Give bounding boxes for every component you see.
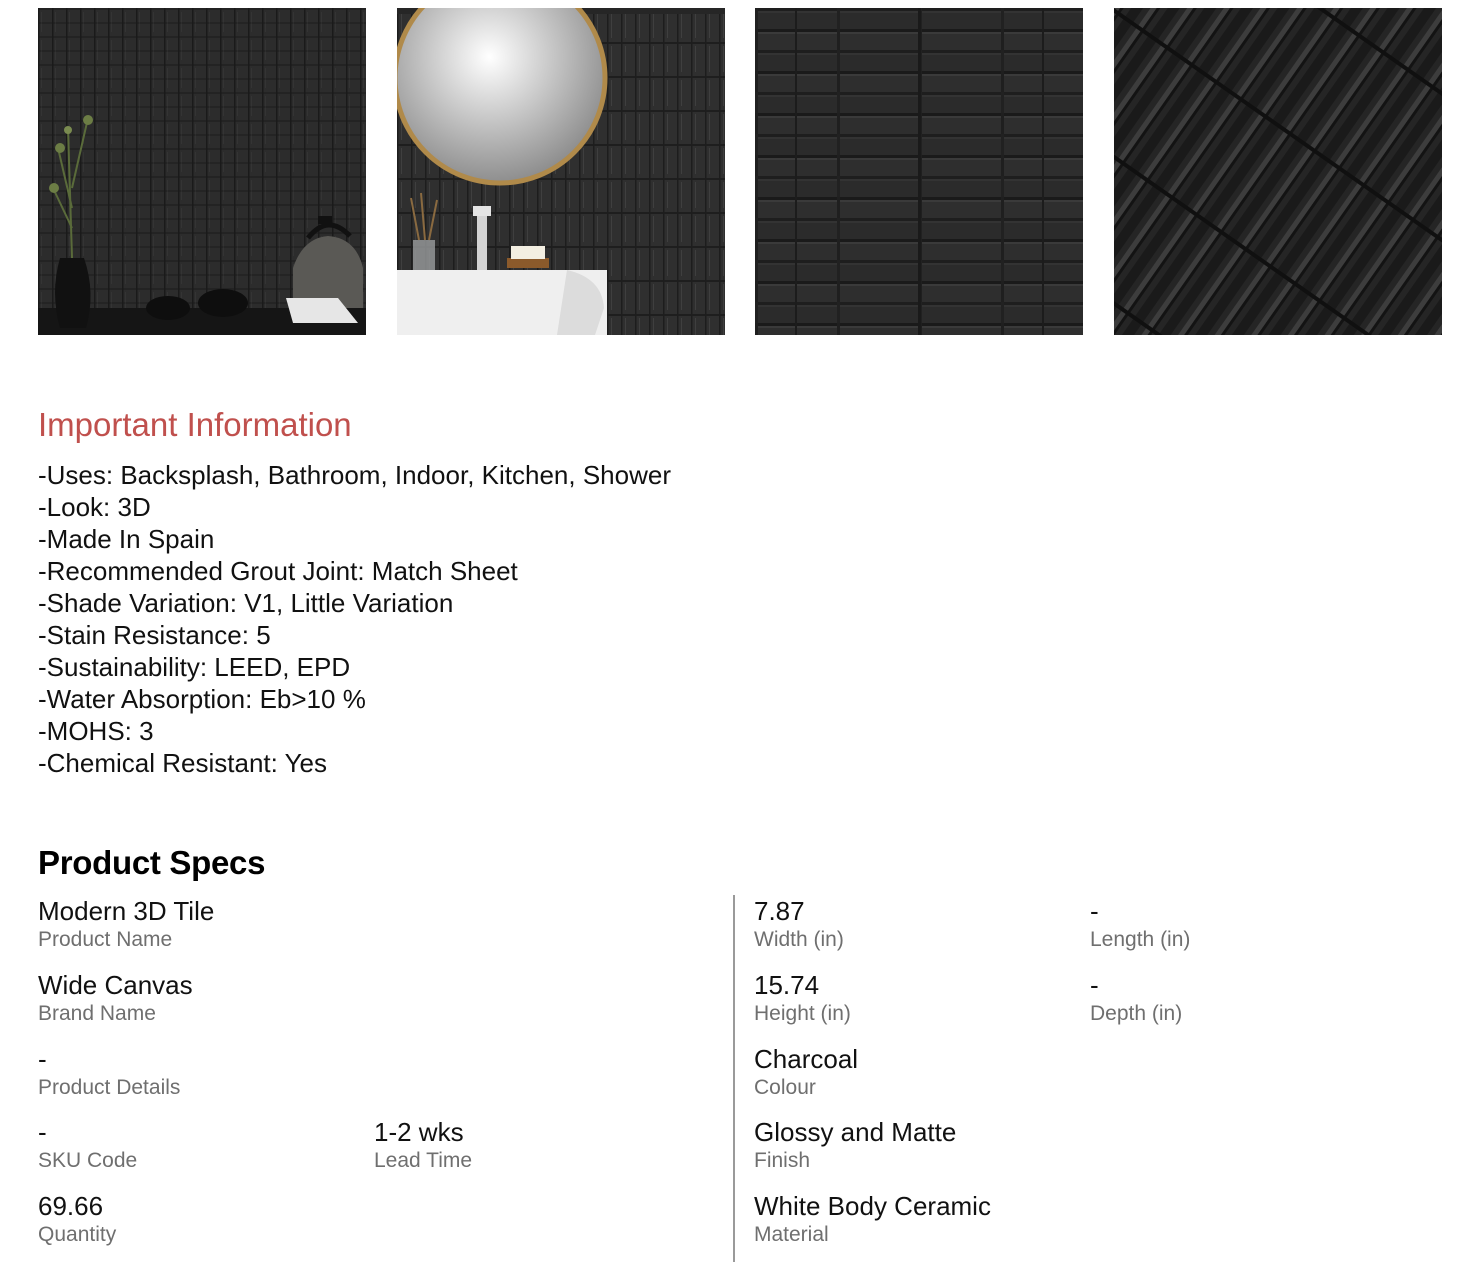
info-item-stain-resistance: -Stain Resistance: 5	[38, 620, 271, 650]
info-item-chemical-resistant: -Chemical Resistant: Yes	[38, 748, 328, 778]
important-information-heading: Important Information	[38, 406, 352, 443]
spec-sku-code	[38, 1117, 137, 1174]
spec-value: -	[38, 1044, 47, 1074]
spec-label: Material	[754, 1223, 829, 1246]
spec-label: Colour	[754, 1076, 816, 1099]
spec-value: Charcoal	[754, 1044, 859, 1074]
spec-value: White Body Ceramic	[754, 1191, 991, 1221]
spec-value: -	[1090, 970, 1099, 1000]
spec-label: Lead Time	[374, 1149, 473, 1172]
spec-lead-time	[374, 1117, 472, 1174]
product-gallery	[38, 8, 1442, 335]
spec-depth	[1090, 970, 1182, 1027]
spec-label: Depth (in)	[1090, 1002, 1183, 1025]
bathroom-scene-photo	[397, 8, 725, 335]
spec-label: Height (in)	[754, 1002, 851, 1025]
spec-label: Quantity	[38, 1223, 117, 1246]
spec-product-name	[38, 896, 214, 953]
info-item-shade-variation: -Shade Variation: V1, Little Variation	[38, 588, 454, 618]
spec-length	[1090, 896, 1190, 953]
info-item-water-absorption: -Water Absorption: Eb>10 %	[38, 684, 366, 714]
spec-quantity	[38, 1191, 116, 1248]
spec-value: 15.74	[754, 970, 820, 1000]
spec-material	[754, 1191, 991, 1248]
spec-value: -	[38, 1117, 47, 1147]
spec-value: Wide Canvas	[38, 970, 193, 1000]
tile-flat-photo	[755, 8, 1083, 335]
specs-column-divider	[733, 895, 735, 1262]
spec-value: 1-2 wks	[374, 1117, 464, 1147]
spec-value: 7.87	[754, 896, 805, 926]
info-item-uses: -Uses: Backsplash, Bathroom, Indoor, Kitchen, Shower	[38, 460, 671, 490]
spec-label: Length (in)	[1090, 928, 1191, 951]
info-item-sustainability: -Sustainability: LEED, EPD	[38, 652, 351, 682]
info-item-mohs: -MOHS: 3	[38, 716, 154, 746]
spec-label: Product Name	[38, 928, 173, 951]
info-item-look: -Look: 3D	[38, 492, 151, 522]
spec-product-details	[38, 1044, 180, 1101]
product-specs-heading: Product Specs	[38, 844, 266, 881]
spec-finish	[754, 1117, 956, 1174]
spec-value: Modern 3D Tile	[38, 896, 215, 926]
spec-label: Product Details	[38, 1076, 181, 1099]
spec-value: Glossy and Matte	[754, 1117, 957, 1147]
spec-colour	[754, 1044, 858, 1101]
kitchen-scene-photo	[38, 8, 366, 335]
spec-value: 69.66	[38, 1191, 104, 1221]
spec-height	[754, 970, 851, 1027]
important-information-list	[38, 459, 671, 779]
spec-brand-name	[38, 970, 193, 1027]
spec-label: Finish	[754, 1149, 811, 1172]
spec-label: SKU Code	[38, 1149, 138, 1172]
info-item-grout-joint: -Recommended Grout Joint: Match Sheet	[38, 556, 518, 586]
spec-label: Width (in)	[754, 928, 844, 951]
tile-angle-photo	[1114, 8, 1442, 335]
spec-value: -	[1090, 896, 1099, 926]
spec-width	[754, 896, 844, 953]
spec-label: Brand Name	[38, 1002, 156, 1025]
info-item-origin: -Made In Spain	[38, 524, 215, 554]
